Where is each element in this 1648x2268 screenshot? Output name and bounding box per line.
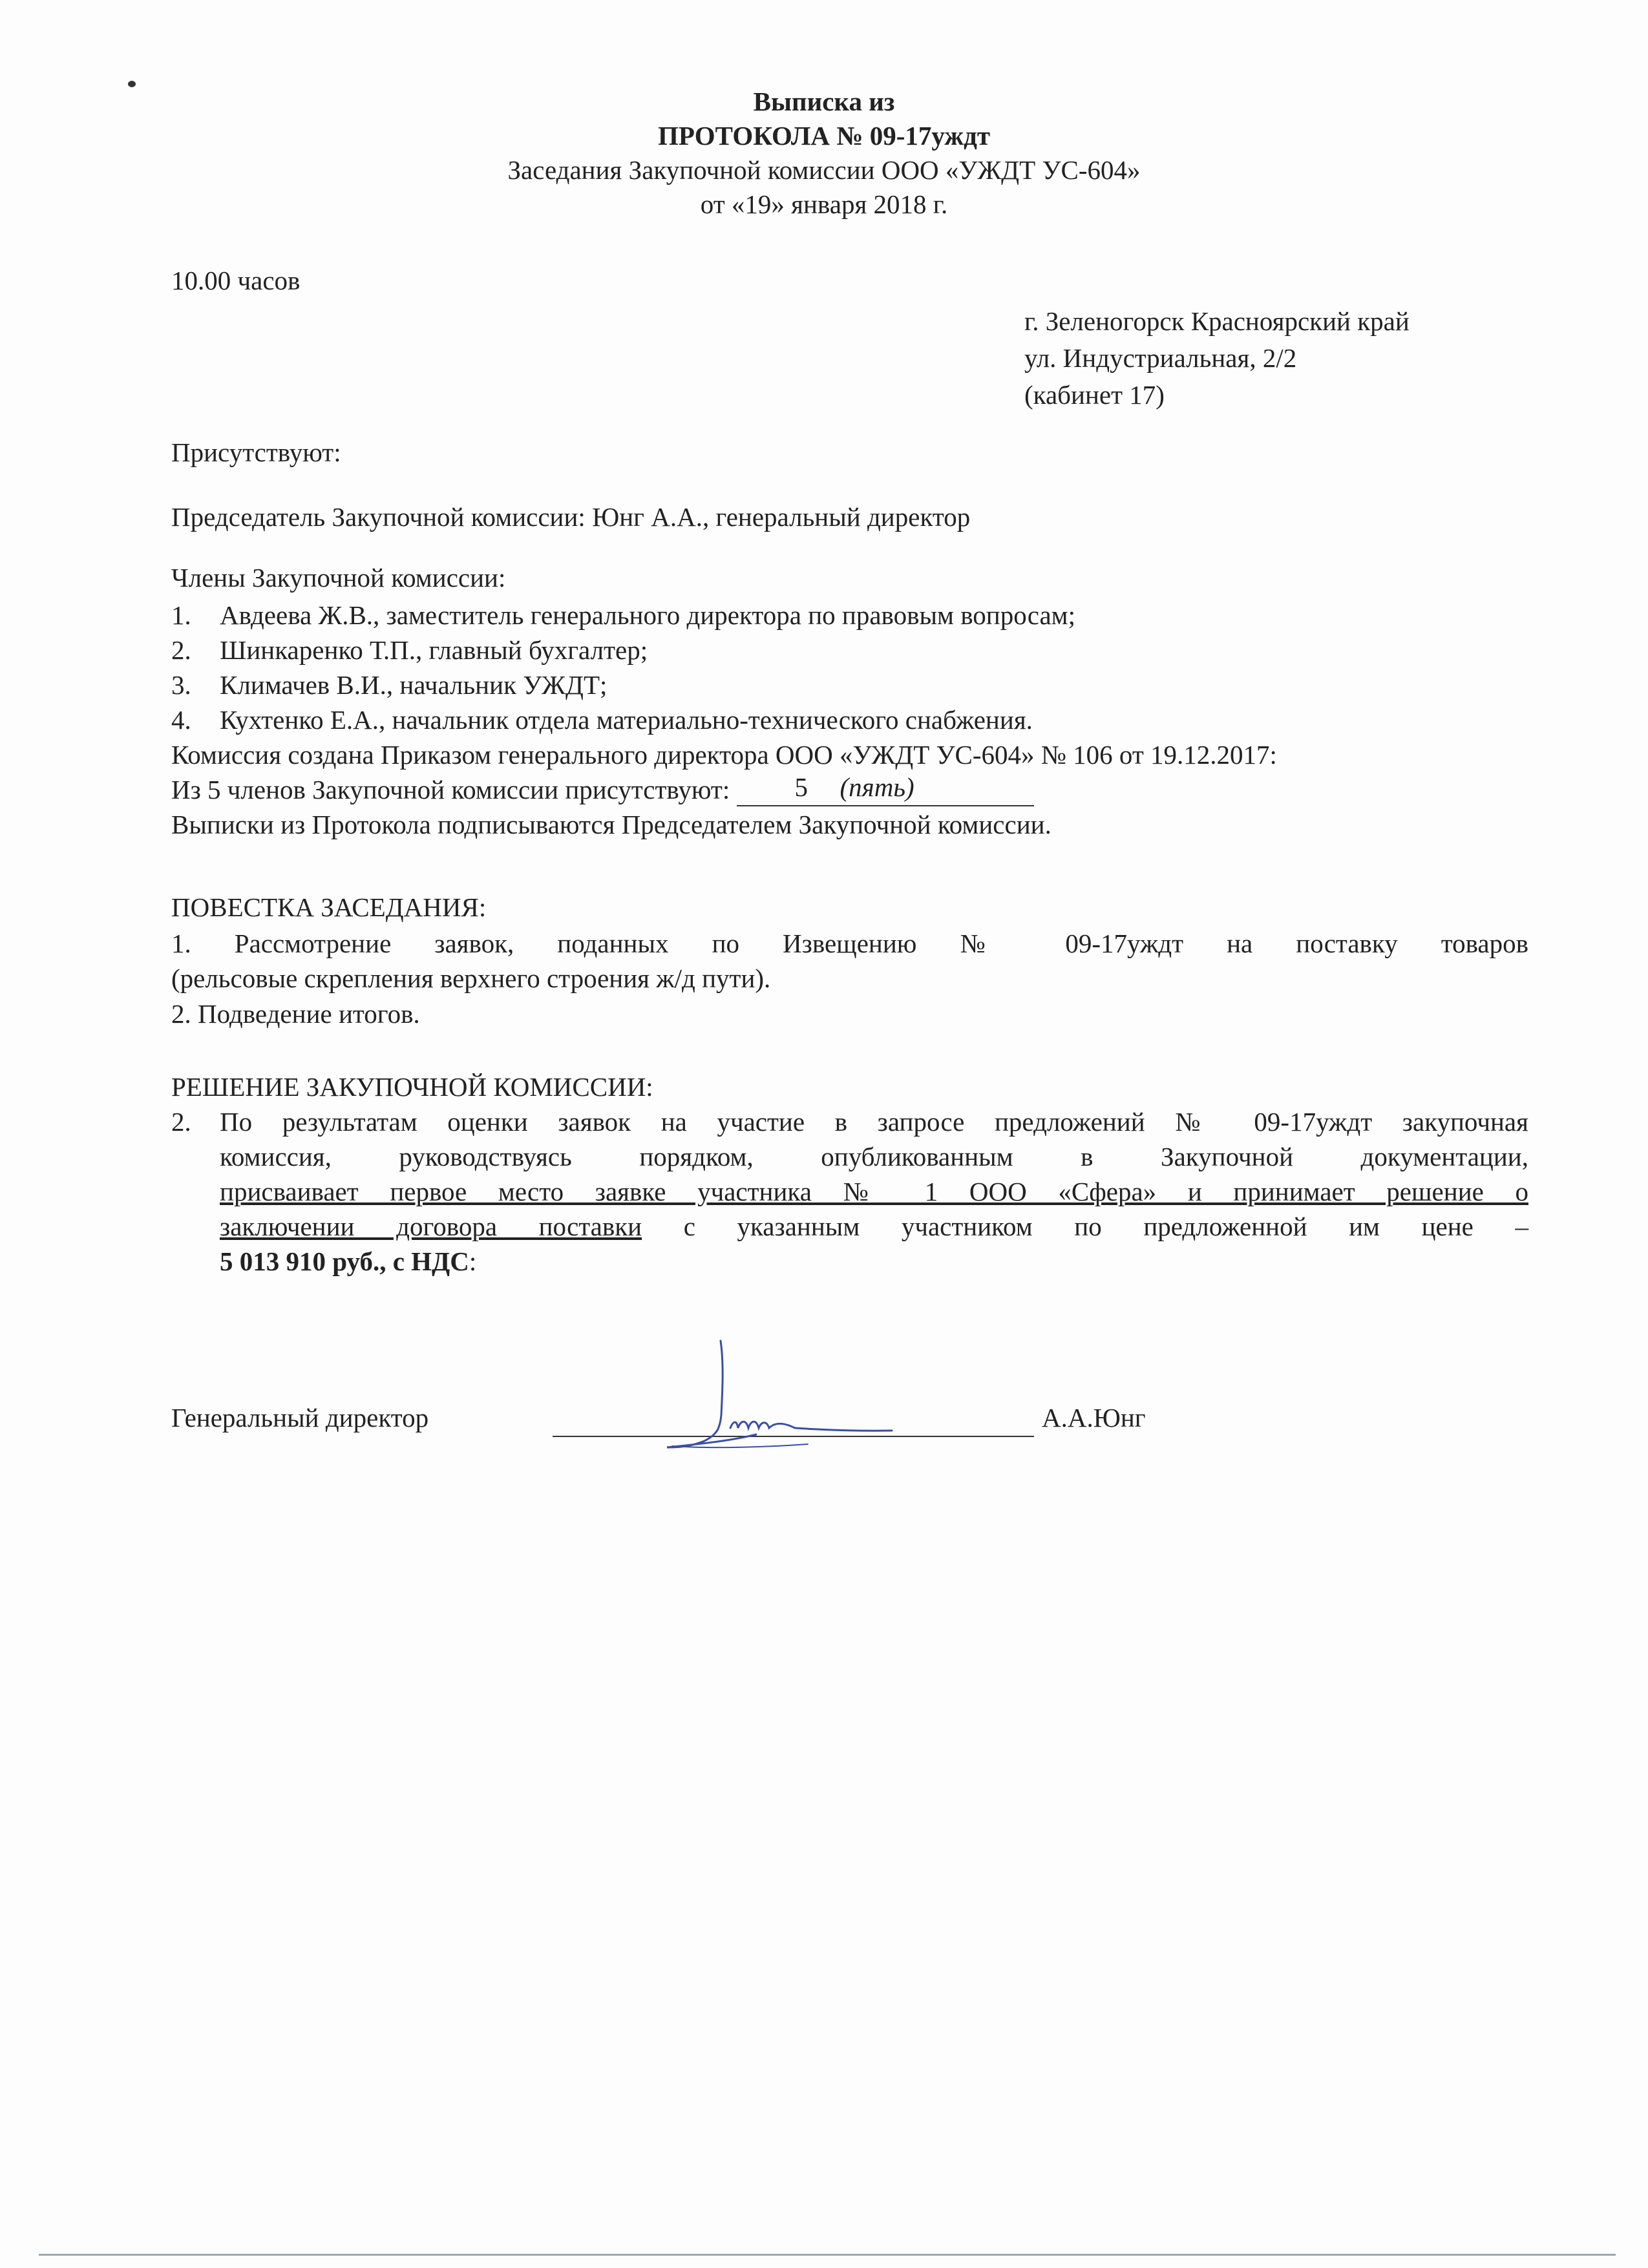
attendance-count: 5 xyxy=(794,772,808,802)
agenda-item-2: 2. Подведение итогов. xyxy=(171,999,420,1029)
members-label: Члены Закупочной комиссии: xyxy=(171,563,506,593)
decision-line: По результатам оценки заявок на участие в запросе предложений № 09-17уждт закупочная xyxy=(220,1107,1528,1137)
meeting-time: 10.00 часов xyxy=(171,266,301,295)
address-room: (кабинет 17) xyxy=(1024,380,1165,410)
signing-note: Выписки из Протокола подписываются Председателем Закупочной комиссии. xyxy=(171,810,1051,839)
address-street: ул. Индустриальная, 2/2 xyxy=(1024,343,1297,373)
decision-price-line xyxy=(220,1246,476,1277)
decision-line: комиссия, руководствуясь порядком, опубликованным в Закупочной документации, xyxy=(220,1142,1528,1171)
member-number: 1. xyxy=(171,600,191,630)
commission-order: Комиссия создана Приказом генерального директора ООО «УЖДТ УС-604» № 106 от 19.12.2017: xyxy=(171,740,1277,770)
member-item: Авдеева Ж.В., заместитель генерального директора по правовым вопросам; xyxy=(220,600,1075,630)
contract-price: 5 013 910 руб., с НДС xyxy=(220,1246,469,1276)
present-label: Присутствуют: xyxy=(171,437,341,467)
decision-line xyxy=(220,1211,1528,1242)
attendance-line xyxy=(171,774,1034,806)
contract-conclusion: заключении договора поставки xyxy=(220,1212,642,1241)
decision-label: РЕШЕНИЕ ЗАКУПОЧНОЙ КОМИССИИ: xyxy=(171,1072,653,1102)
member-number: 2. xyxy=(171,635,191,665)
header-line1: Выписка из xyxy=(753,87,895,116)
attendance-words: (пять) xyxy=(840,772,914,802)
member-item: Шинкаренко Т.П., главный бухгалтер; xyxy=(220,635,648,665)
address-city: г. Зеленогорск Красноярский край xyxy=(1024,306,1410,336)
meeting-date: от «19» января 2018 г. xyxy=(700,189,948,219)
member-number: 4. xyxy=(171,705,191,735)
signatory-name: А.А.Юнг xyxy=(1042,1403,1146,1433)
attendance-field xyxy=(737,774,1034,806)
agenda-label: ПОВЕСТКА ЗАСЕДАНИЯ: xyxy=(171,892,487,922)
member-number: 3. xyxy=(171,670,191,700)
agenda-item-1-continued: (рельсовые скрепления верхнего строения ж/д пути). xyxy=(171,963,771,993)
decision-line-underlined: присваивает первое место заявке участника № 1 ООО «Сфера» и принимает решение о xyxy=(220,1177,1528,1206)
price-suffix: : xyxy=(469,1246,477,1276)
scan-edge-line xyxy=(39,2254,1616,2256)
member-item: Кухтенко Е.А., начальник отдела материально-технического снабжения. xyxy=(220,705,1033,735)
handwritten-signature xyxy=(659,1338,918,1467)
signatory-position: Генеральный директор xyxy=(171,1403,429,1433)
decision-line-rest: с указанным участником по предложенной им цене – xyxy=(642,1212,1528,1241)
decision-number: 2. xyxy=(171,1107,191,1137)
protocol-title: ПРОТОКОЛА № 09-17уждт xyxy=(658,121,990,151)
attendance-prefix: Из 5 членов Закупочной комиссии присутствуют: xyxy=(171,775,730,804)
meeting-title: Заседания Закупочной комиссии ООО «УЖДТ УС-604» xyxy=(507,155,1141,185)
member-item: Климачев В.И., начальник УЖДТ; xyxy=(220,670,607,700)
chairman: Председатель Закупочной комиссии: Юнг А.А., генеральный директор xyxy=(171,502,971,532)
agenda-item-1: 1. Рассмотрение заявок, поданных по Извещению № 09-17уждт на поставку товаров xyxy=(171,929,1528,958)
